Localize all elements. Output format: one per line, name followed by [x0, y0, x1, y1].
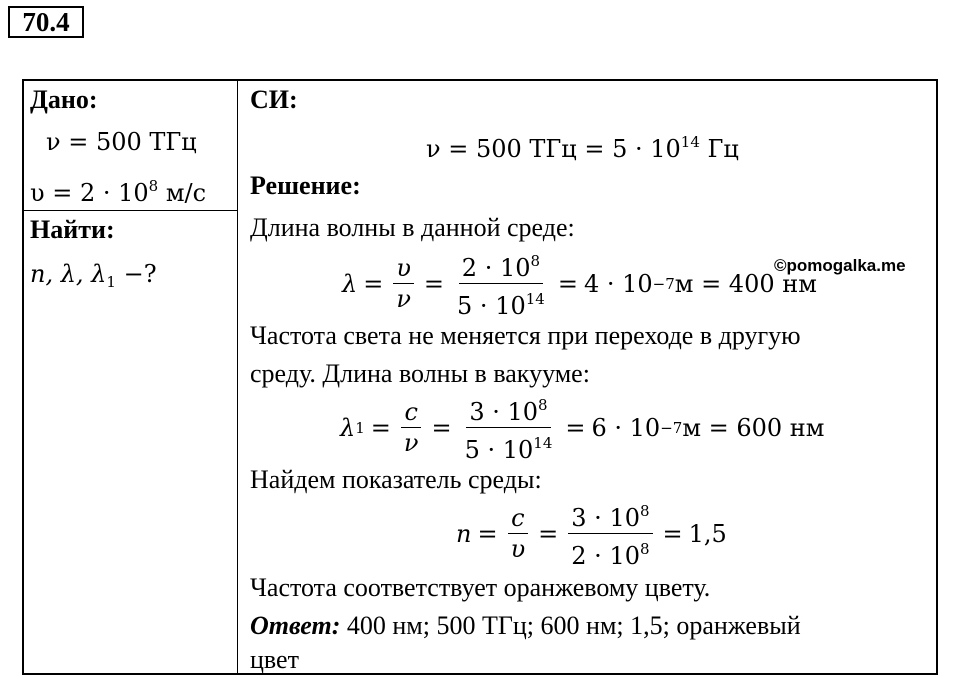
given-frequency: ν = 500 ТГц: [46, 128, 197, 156]
equation-refractive-index: n = $\frac{c}{\upsilon}$ = $\frac{3 \cdot 10^8}{2 \cdot 10^8}$ = 1,5: [456, 497, 727, 570]
equation-wavelength-medium: λ = $\frac{\upsilon}{\nu}$ = $\frac{2 \cdot 10^8}{5 \cdot 10^{14}}$ = 4 · 10 −7 м = 400 нм: [342, 247, 817, 320]
si-title: СИ:: [250, 85, 298, 114]
answer-line-continued: цвет: [250, 645, 299, 674]
find-line: n, λ, $\lambda_1$ −?: [30, 260, 157, 291]
solution-title: Решение:: [250, 171, 361, 200]
si-conversion: ν = 500 ТГц = $5 \cdot 10^{14}$ Гц: [426, 133, 739, 163]
solution-paragraph-1: Длина волны в данной среде:: [250, 213, 575, 242]
solution-table: [22, 79, 938, 675]
column-divider: [237, 81, 238, 673]
given-title: Дано:: [30, 85, 98, 114]
given-speed: $\upsilon = 2 \cdot 10^8$ м/с: [30, 177, 207, 207]
given-divider: [24, 210, 237, 211]
watermark: ©pomogalka.me: [774, 256, 906, 275]
solution-paragraph-2: Частота света не меняется при переходе в другую: [250, 321, 801, 350]
find-title: Найти:: [30, 215, 115, 244]
solution-paragraph-3: среду. Длина волны в вакууме:: [250, 359, 590, 388]
problem-number: 70.4: [8, 6, 84, 38]
solution-paragraph-5: Частота соответствует оранжевому цвету.: [250, 573, 711, 602]
solution-paragraph-4: Найдем показатель среды:: [250, 465, 542, 494]
answer-line: Ответ: 400 нм; 500 ТГц; 600 нм; 1,5; оранжевый: [250, 611, 801, 640]
equation-wavelength-vacuum: λ 1 = $\frac{c}{\nu}$ = $\frac{3 \cdot 10^8}{5 \cdot 10^{14}}$ = 6 · 10 −7 м = 600 нм: [340, 391, 824, 464]
